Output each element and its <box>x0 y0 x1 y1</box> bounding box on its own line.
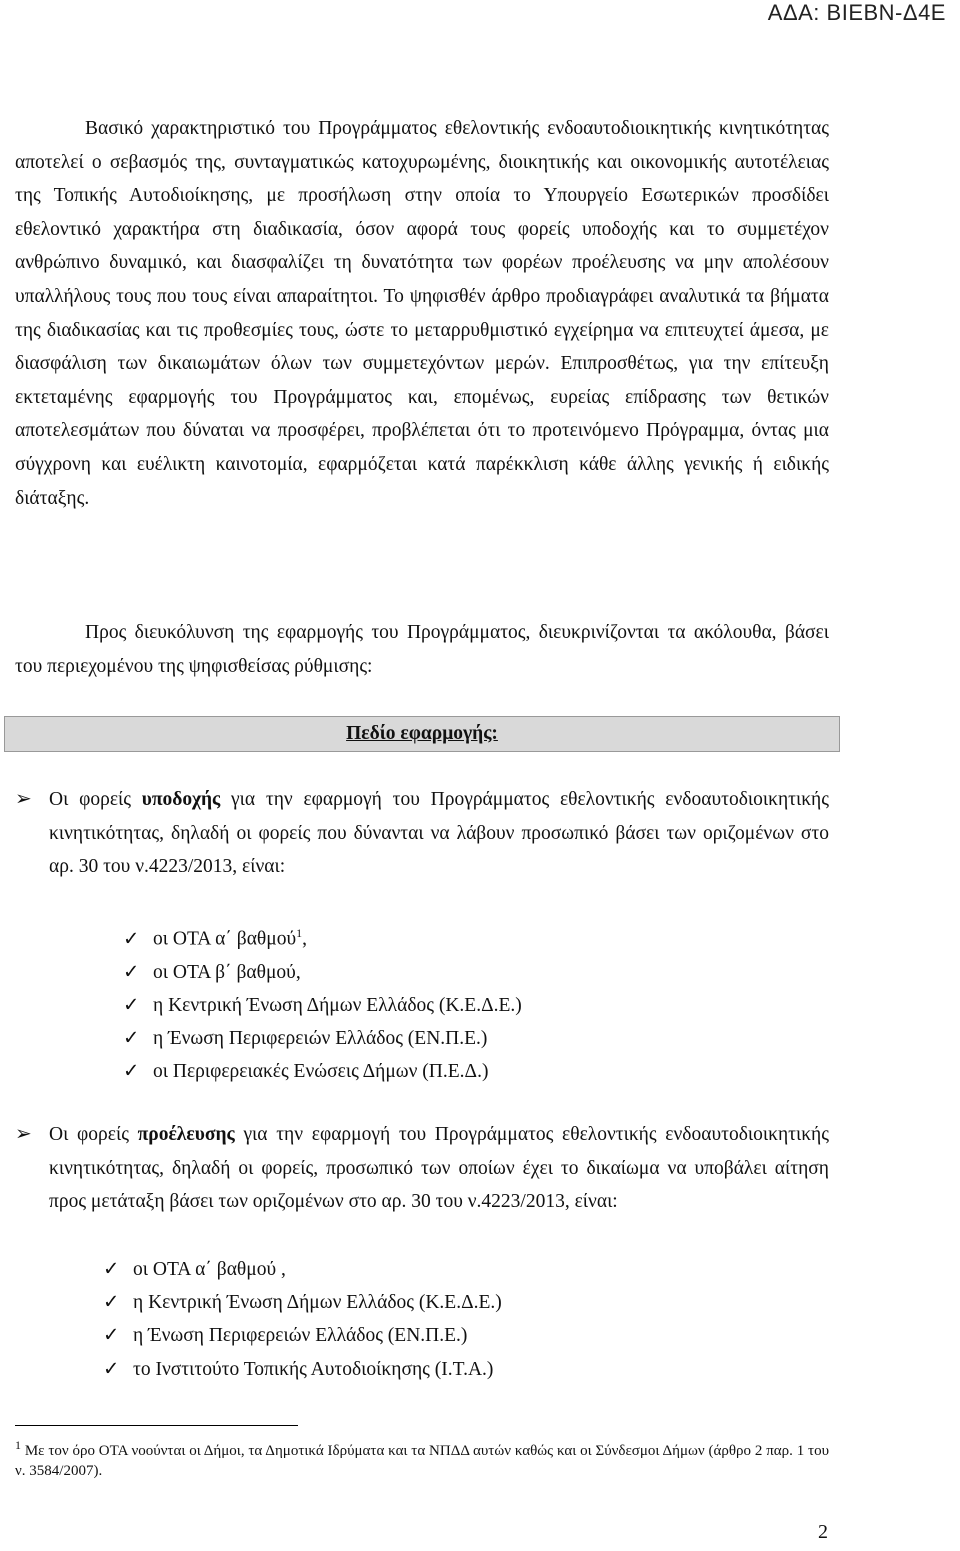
footnote-text: Με τον όρο ΟΤΑ νοούνται οι Δήμοι, τα Δημοτικά Ιδρύματα και τα ΝΠΔΔ αυτών καθώς και οι Σύνδεσμοι Δήμων (άρθρο 2 παρ. 1 του ν. 3584/2007). <box>15 1443 829 1479</box>
checkmark-icon: ✓ <box>123 1028 140 1050</box>
checkmark-icon: ✓ <box>123 994 140 1016</box>
list-item: ✓ το Ινστιτούτο Τοπικής Αυτοδιοίκησης (Ι.Τ.Α.) <box>103 1353 502 1386</box>
footnote <box>15 1435 829 1481</box>
origin-bodies-text: Οι φορείς προέλευσης για την εφαρμογή του Προγράμματος εθελοντικής ενδοαυτοδιοικητικής κινητικότητας, δηλαδή οι φορείς, προσωπικό των οποίων έχει το δικαίωμα να υποβάλει αίτηση προς μετάταξη βάσει των οριζομένων στο αρ. 30 του ν.4223/2013, είναι: <box>49 1124 829 1213</box>
host-bodies-list <box>123 917 522 1089</box>
list-item: ✓ οι ΟΤΑ β΄ βαθμού, <box>123 956 522 989</box>
arrow-bullet-icon: ➢ <box>15 788 32 810</box>
clarification-paragraph: Προς διευκόλυνση της εφαρμογής του Προγράμματος, διευκρινίζονται τα ακόλουθα, βάσει του περιεχομένου της ψηφισθείσας ρύθμισης: <box>15 622 829 677</box>
checkmark-icon: ✓ <box>103 1358 120 1380</box>
ada-header: ΑΔΑ: ΒΙΕΒΝ-Δ4Ε <box>767 0 946 25</box>
footnote-ref: 1 <box>296 926 303 940</box>
section-title-box <box>4 716 840 752</box>
list-item: ✓ η Ένωση Περιφερειών Ελλάδος (ΕΝ.Π.Ε.) <box>103 1319 502 1352</box>
checkmark-icon: ✓ <box>123 928 140 950</box>
host-bold-term: υποδοχής <box>141 789 221 810</box>
origin-bold-term: προέλευσης <box>137 1124 235 1145</box>
checkmark-icon: ✓ <box>103 1259 120 1280</box>
footnote-separator <box>15 1425 298 1426</box>
intro-paragraph: Βασικό χαρακτηριστικό του Προγράμματος εθελοντικής ενδοαυτοδιοικητικής κινητικότητας αποτελεί ο σεβασμός της, συνταγματικώς κατοχυρωμένης, διοικητικής και οικονομικής αυτοτέλειας της Τοπικής Αυτοδιοίκησης, με προσήλωση στην οποία το Υπουργείο Εσωτερικών προσδίδει εθελοντικό χαρακτήρα στη διαδικασία, όσον αφορά τους φορείς υποδοχής και το συμμετέχον ανθρώπινο δυναμικό, και διασφαλίζει τη δυνατότητα των φορέων προέλευσης να μην απολέσουν υπαλλήλους τους που τους είναι απαραίτητοι. Το ψηφισθέν άρθρο προδιαγράφει αναλυτικά τα βήματα της διαδικασίας και τις προθεσμίες τους, ώστε το μεταρρυθμιστικό εγχείρημα να επιτευχτεί άμεσα, με διασφάλιση των δικαιωμάτων όλων των συμμετεχόντων μερών. Επιπροσθέτως, για την επίτευξη εκτεταμένης εφαρμογής του Προγράμματος και, επομένως, ευρείας επίδρασης των θετικών αποτελεσμάτων που δύναται να προσφέρει, προβλέπεται ότι το προτεινόμενο Πρόγραμμα, όντας μια σύγχρονη και ευέλικτη καινοτομία, εφαρμόζεται κατά παρέκκλιση κάθε άλλης γενικής ή ειδικής διάταξης. <box>15 118 829 509</box>
checkmark-icon: ✓ <box>123 961 140 983</box>
origin-bodies-bullet <box>15 1118 829 1219</box>
list-item: ✓ οι ΟΤΑ α΄ βαθμού$^1$, <box>123 917 522 956</box>
host-bodies-bullet <box>15 783 829 884</box>
footnote-number: 1 <box>15 1438 21 1452</box>
checkmark-icon: ✓ <box>123 1061 140 1083</box>
list-item: ✓ οι ΟΤΑ α΄ βαθμού , <box>103 1253 502 1286</box>
page-number: 2 <box>818 1521 828 1543</box>
list-item: ✓ η Ένωση Περιφερειών Ελλάδος (ΕΝ.Π.Ε.) <box>123 1022 522 1055</box>
host-bodies-text: Οι φορείς υποδοχής για την εφαρμογή του Προγράμματος εθελοντικής ενδοαυτοδιοικητικής κινητικότητας, δηλαδή οι φορείς που δύνανται να λάβουν προσωπικό βάσει των οριζομένων στο αρ. 30 του ν.4223/2013, είναι: <box>49 789 829 878</box>
list-item: ✓ οι Περιφερειακές Ενώσεις Δήμων (Π.Ε.Δ.) <box>123 1055 522 1088</box>
list-item: ✓ η Κεντρική Ένωση Δήμων Ελλάδος (Κ.Ε.Δ.Ε.) <box>103 1286 502 1319</box>
section-title: Πεδίο εφαρμογής: <box>346 723 498 744</box>
checkmark-icon: ✓ <box>103 1292 120 1314</box>
list-item: ✓ η Κεντρική Ένωση Δήμων Ελλάδος (Κ.Ε.Δ.Ε.) <box>123 989 522 1022</box>
checkmark-icon: ✓ <box>103 1325 120 1347</box>
arrow-bullet-icon: ➢ <box>15 1123 32 1145</box>
origin-bodies-list <box>103 1253 502 1386</box>
